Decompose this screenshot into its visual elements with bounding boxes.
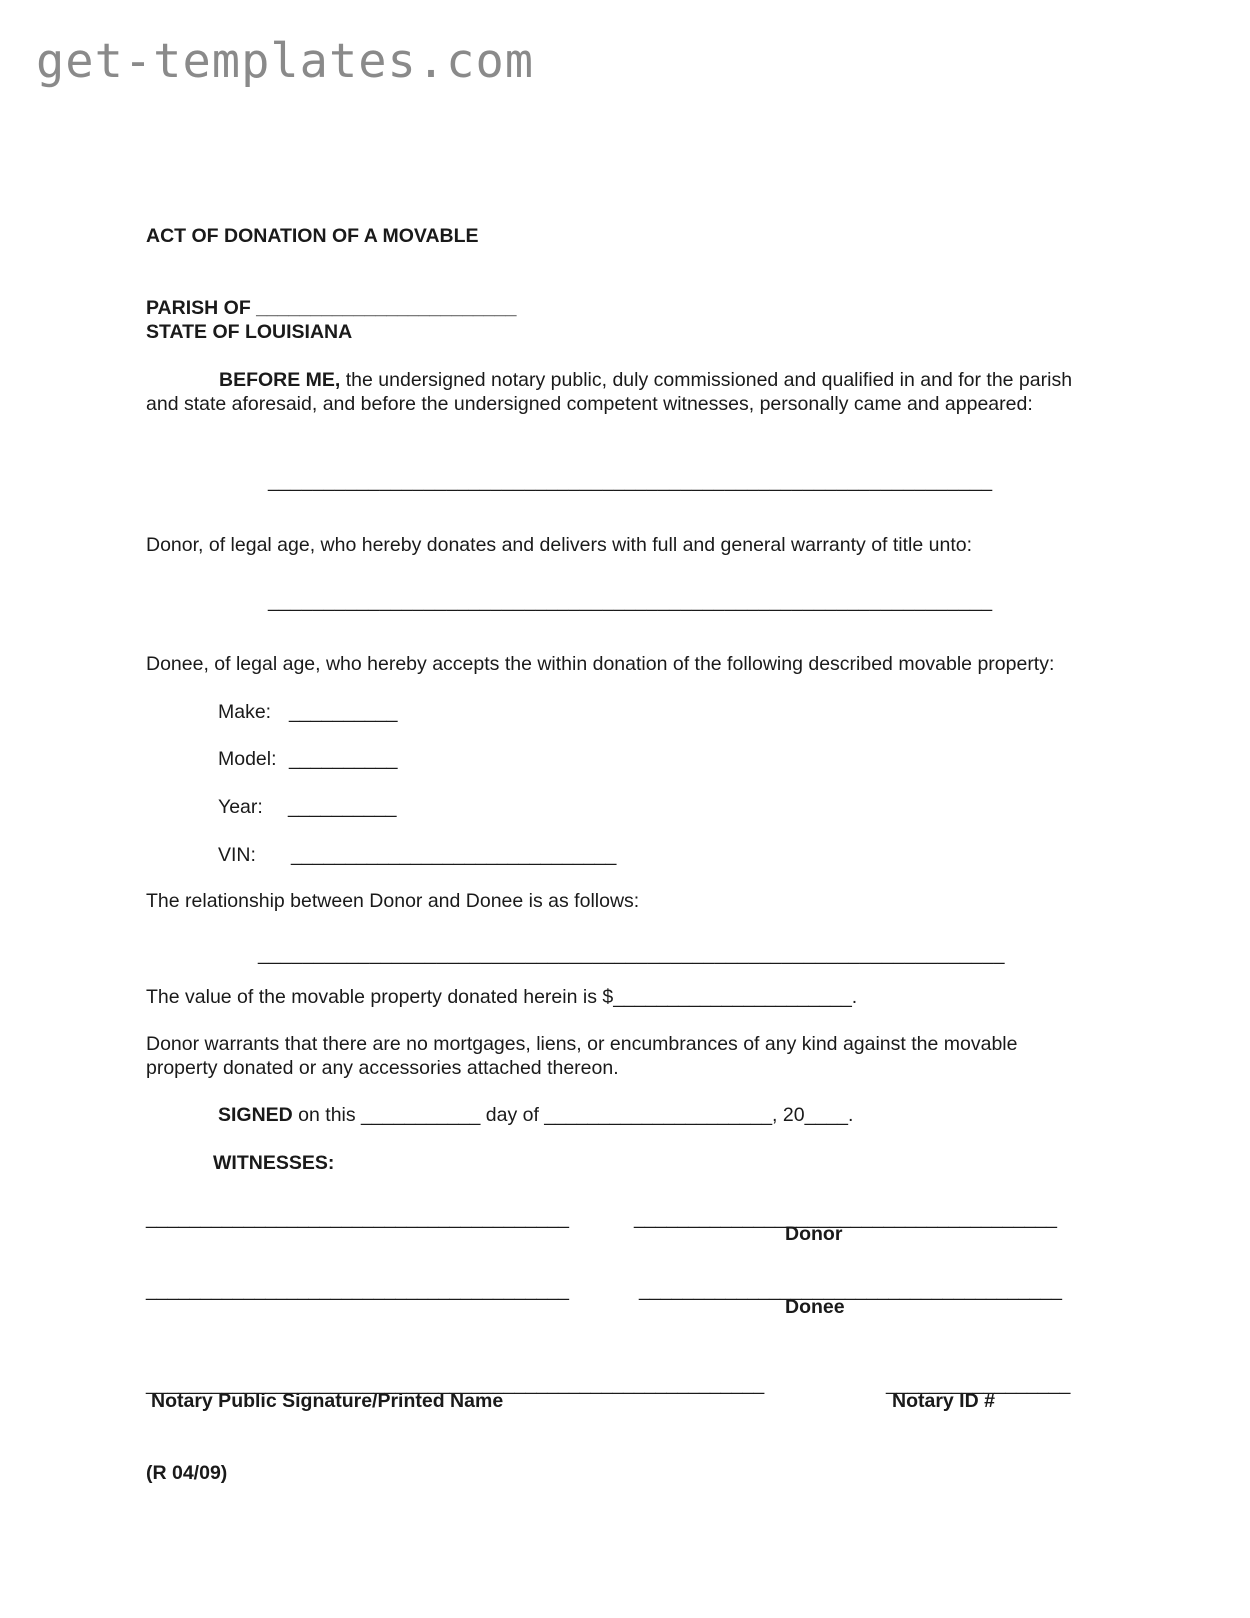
state-line: STATE OF LOUISIANA <box>146 321 353 343</box>
notary-id-blank[interactable]: _________________ <box>886 1373 1071 1395</box>
make-blank[interactable]: __________ <box>289 701 398 723</box>
signed-text: on this ___________ day of _____________________, 20____. <box>292 1104 854 1126</box>
donor-signature-blank[interactable]: _______________________________________ <box>634 1207 1057 1229</box>
notary-label: Notary Public Signature/Printed Name <box>151 1390 504 1412</box>
witness-2-signature-blank[interactable]: _______________________________________ <box>146 1279 569 1301</box>
model-label: Model: <box>218 748 277 770</box>
vin-label: VIN: <box>218 844 256 866</box>
signed-bold: SIGNED <box>218 1104 293 1126</box>
signed-line <box>218 1103 853 1127</box>
witness-1-signature-blank[interactable]: _______________________________________ <box>146 1207 569 1229</box>
witnesses-label: WITNESSES: <box>213 1152 335 1174</box>
intro-text: the undersigned notary public, duly commissioned and qualified in and for the parish and state aforesaid, and before the undersigned competent witnesses, personally came and appeared: <box>146 369 1073 415</box>
donee-signature-blank[interactable]: _______________________________________ <box>639 1279 1062 1301</box>
donor-name-blank[interactable]: _________________________________________________________________ <box>268 470 993 492</box>
intro-bold: BEFORE ME, <box>219 369 341 391</box>
value-text: The value of the movable property donated herein is $______________________. <box>146 986 858 1008</box>
donor-label: Donor <box>785 1223 843 1245</box>
intro-paragraph <box>146 368 1086 416</box>
document-title: ACT OF DONATION OF A MOVABLE <box>146 225 479 247</box>
year-label: Year: <box>218 796 263 818</box>
donee-label: Donee <box>785 1296 845 1318</box>
vin-blank[interactable]: ______________________________ <box>291 844 617 866</box>
notary-signature-blank[interactable]: _________________________________________________________ <box>146 1373 765 1395</box>
year-blank[interactable]: __________ <box>288 796 397 818</box>
relationship-text: The relationship between Donor and Donee is as follows: <box>146 890 640 912</box>
make-label: Make: <box>218 701 272 723</box>
notary-id-label: Notary ID # <box>892 1390 995 1412</box>
parish-line: PARISH OF ________________________ <box>146 297 517 319</box>
warrant-paragraph: Donor warrants that there are no mortgages, liens, or encumbrances of any kind against the movable property donated or any accessories attached thereon. <box>146 1033 1018 1079</box>
donor-text: Donor, of legal age, who hereby donates and delivers with full and general warranty of title unto: <box>146 534 973 556</box>
donee-text: Donee, of legal age, who hereby accepts the within donation of the following described movable property: <box>146 653 1055 675</box>
relationship-blank[interactable]: ___________________________________________________________________ <box>258 943 1005 965</box>
model-blank[interactable]: __________ <box>289 748 398 770</box>
donee-name-blank[interactable]: _________________________________________________________________ <box>268 590 993 612</box>
watermark: get-templates.com <box>36 34 535 89</box>
revision-code: (R 04/09) <box>146 1462 228 1484</box>
